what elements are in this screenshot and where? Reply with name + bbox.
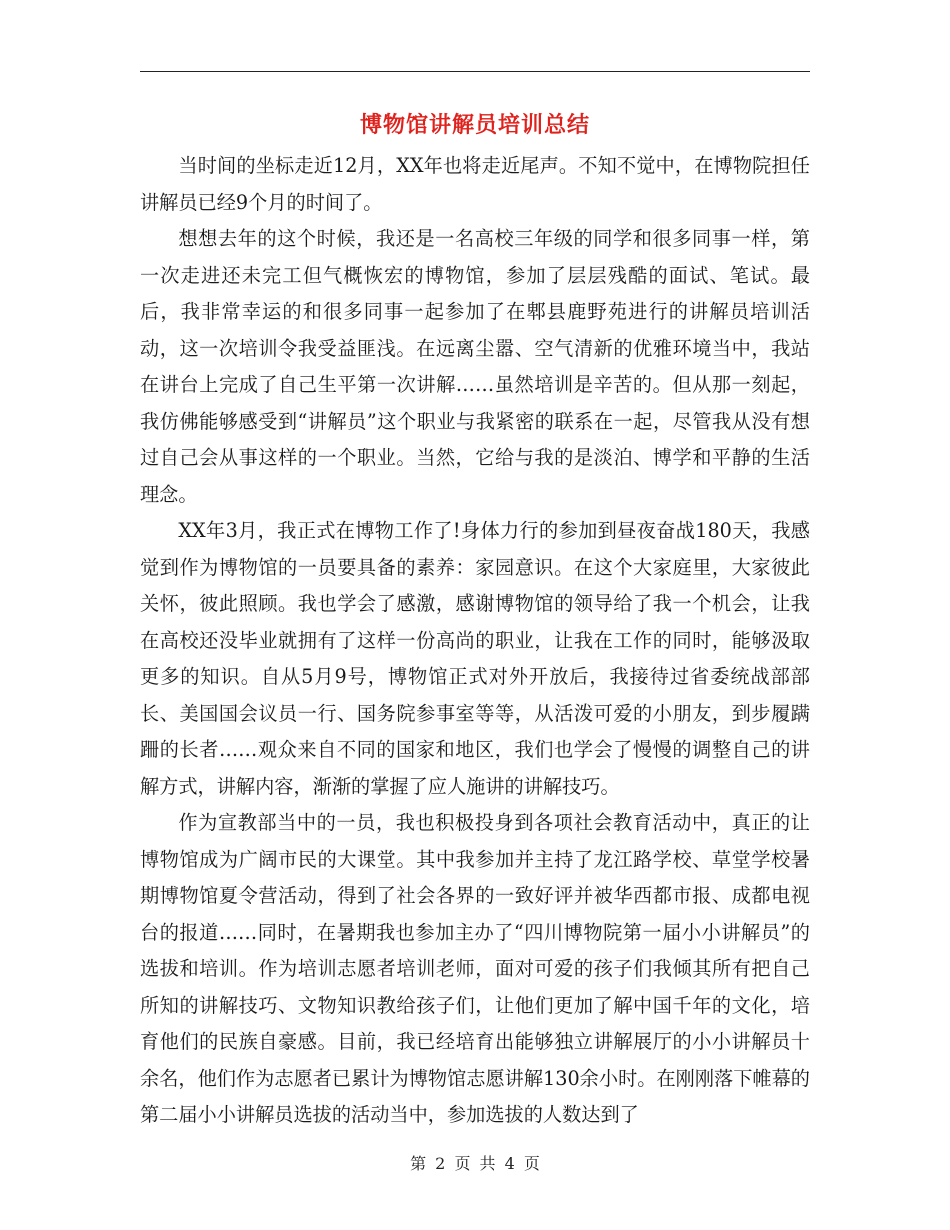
- paragraph-2: 想想去年的这个时候，我还是一名高校三年级的同学和很多同事一样，第一次走进还未完工但气概恢宏的博物馆，参加了层层残酷的面试、笔试。最后，我非常幸运的和很多同事一起参加了在郫县鹿野苑进行的讲解员培训活动，这一次培训令我受益匪浅。在远离尘嚣、空气清新的优雅环境当中，我站在讲台上完成了自己生平第一次讲解……虽然培训是辛苦的。但从那一刻起，我仿佛能够感受到“讲解员”这个职业与我紧密的联系在一起，尽管我从没有想过自己会从事这样的一个职业。当然，它给与我的是淡泊、博学和平静的生活理念。: [140, 227, 810, 506]
- paragraph-4: 作为宣教部当中的一员，我也积极投身到各项社会教育活动中，真正的让博物馆成为广阔市民的大课堂。其中我参加并主持了龙江路学校、草堂学校暑期博物馆夏令营活动，得到了社会各界的一致好评并被华西都市报、成都电视台的报道……同时，在暑期我也参加主办了“四川博物院第一届小小讲解员”的选拔和培训。作为培训志愿者培训老师，面对可爱的孩子们我倾其所有把自己所知的讲解技巧、文物知识教给孩子们，让他们更加了解中国千年的文化，培育他们的民族自豪感。目前，我已经培育出能够独立讲解展厅的小小讲解员十余名，他们作为志愿者已累计为博物馆志愿讲解130余小时。在刚刚落下帷幕的第二届小小讲解员选拔的活动当中，参加选拔的人数达到了: [140, 811, 810, 1126]
- header-rule: [140, 71, 810, 72]
- paragraph-3: XX年3月，我正式在博物工作了!身体力行的参加到昼夜奋战180天，我感觉到作为博物馆的一员要具备的素养：家园意识。在这个大家庭里，大家彼此关怀，彼此照顾。我也学会了感激，感谢博物馆的领导给了我一个机会，让我在高校还没毕业就拥有了这样一份高尚的职业，让我在工作的同时，能够汲取更多的知识。自从5月9号，博物馆正式对外开放后，我接待过省委统战部部长、美国国会议员一行、国务院参事室等等，从活泼可爱的小朋友，到步履蹒跚的长者……观众来自不同的国家和地区，我们也学会了慢慢的调整自己的讲解方式，讲解内容，渐渐的掌握了应人施讲的讲解技巧。: [140, 519, 810, 798]
- document-title: 博物馆讲解员培训总结: [359, 112, 590, 138]
- paragraph-1: 当时间的坐标走近12月，XX年也将走近尾声。不知不觉中，在博物院担任讲解员已经9个月的时间了。: [140, 154, 810, 214]
- document-body: [140, 148, 810, 1134]
- page-number-footer: 第 2 页 共 4 页: [410, 1154, 540, 1173]
